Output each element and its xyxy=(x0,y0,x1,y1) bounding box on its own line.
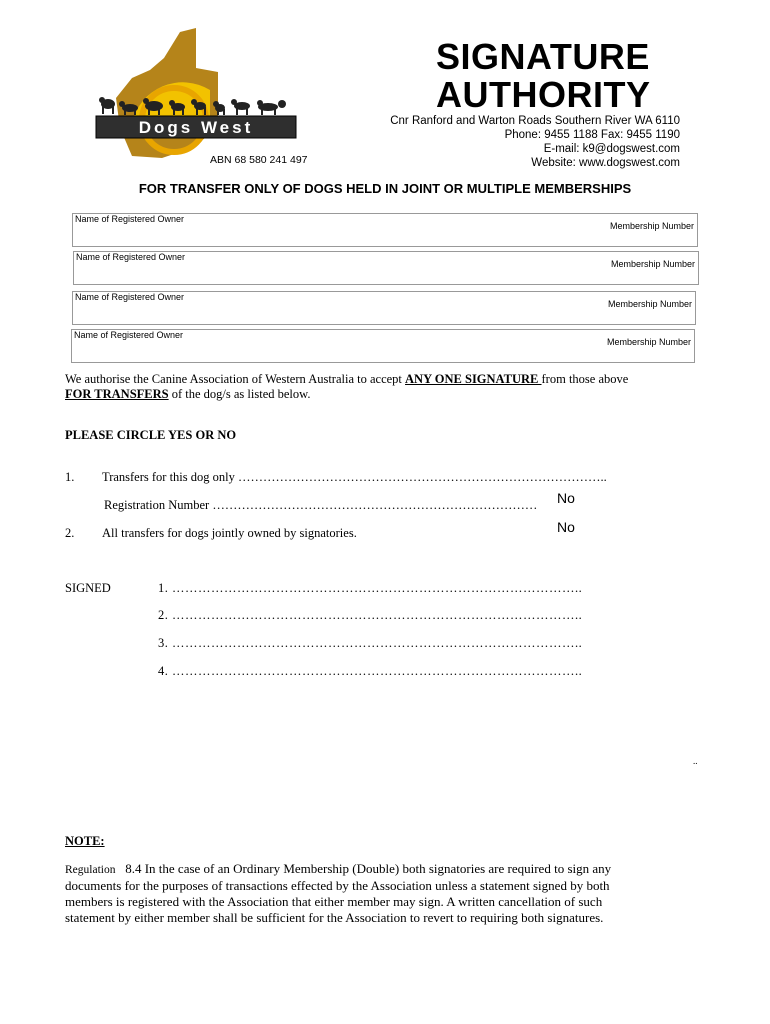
owner-label: Name of Registered Owner xyxy=(76,252,186,262)
website: Website: www.dogswest.com xyxy=(531,157,680,169)
title-line-1: SIGNATURE xyxy=(436,36,650,77)
item-1-number: 1. xyxy=(65,470,75,484)
abn-number: ABN 68 580 241 497 xyxy=(210,154,308,166)
membership-label: Membership Number xyxy=(606,337,691,347)
note-body xyxy=(65,861,745,926)
email: E-mail: k9@dogswest.com xyxy=(543,143,680,155)
item-2-number: 2. xyxy=(65,526,75,540)
form-heading: FOR TRANSFER ONLY OF DOGS HELD IN JOINT OR MULTIPLE MEMBERSHIPS xyxy=(138,181,632,196)
no-option-2[interactable]: No xyxy=(557,519,575,535)
owner-field-3[interactable] xyxy=(72,291,696,325)
membership-label: Membership Number xyxy=(609,221,694,231)
note-line-2: documents for the purposes of transactions effected by the Association unless a statement signed by both xyxy=(65,878,610,893)
phone-fax: Phone: 9455 1188 Fax: 9455 1190 xyxy=(504,129,680,141)
authorise-text-2: from those above xyxy=(541,372,629,386)
note-title: NOTE: xyxy=(65,834,105,848)
address: Cnr Ranford and Warton Roads Southern River WA 6110 xyxy=(390,115,680,127)
note-line-4: statement by either member shall be sufficient for the Association to revert to requiring both signatures. xyxy=(65,910,604,925)
owner-label: Name of Registered Owner xyxy=(75,214,185,224)
owner-label: Name of Registered Owner xyxy=(74,330,184,340)
membership-label: Membership Number xyxy=(607,299,692,309)
registration-number-field[interactable]: Registration Number …………………………………………………………………… xyxy=(104,498,538,512)
logo-brand-text: Dogs West xyxy=(138,118,254,137)
authorise-emphasis-2: FOR TRANSFERS xyxy=(65,387,169,401)
authorise-paragraph xyxy=(65,372,705,402)
owner-label: Name of Registered Owner xyxy=(75,292,185,302)
authorise-text-1: We authorise the Canine Association of Western Australia to accept xyxy=(65,372,406,386)
signature-line-4[interactable]: 4. ………………………………………………………………………………….. xyxy=(158,664,583,678)
dogs-west-logo xyxy=(92,28,302,168)
regulation-label: Regulation xyxy=(65,864,116,876)
owner-field-1[interactable] xyxy=(72,213,698,247)
page-title xyxy=(436,38,651,114)
no-option-1[interactable]: No xyxy=(557,490,575,506)
signature-line-1[interactable]: 1. ………………………………………………………………………………….. xyxy=(158,581,583,595)
authorise-emphasis-1: ANY ONE SIGNATURE xyxy=(405,372,542,386)
authorise-text-3: of the dog/s as listed below. xyxy=(168,387,311,401)
signed-label: SIGNED xyxy=(65,581,111,595)
note-line-1 xyxy=(65,861,745,878)
circle-instruction: PLEASE CIRCLE YES OR NO xyxy=(65,428,237,442)
note-text: 8.4 In the case of an Ordinary Membership (Double) both signatories are required to sign any xyxy=(125,861,612,876)
item-1-text[interactable]: Transfers for this dog only …………………………………………………………………………….. xyxy=(102,470,607,484)
contact-block xyxy=(390,114,680,170)
signature-line-3[interactable]: 3. ………………………………………………………………………………….. xyxy=(158,636,583,650)
title-line-2: AUTHORITY xyxy=(436,74,651,115)
signature-line-2[interactable]: 2. ………………………………………………………………………………….. xyxy=(158,608,583,622)
owner-field-2[interactable] xyxy=(73,251,699,285)
owner-field-4[interactable] xyxy=(71,329,695,363)
item-2-text: All transfers for dogs jointly owned by signatories. xyxy=(102,526,357,540)
note-line-3: members is registered with the Association that either member may sign. A written cancellation of such xyxy=(65,894,603,909)
stray-mark: .. xyxy=(693,756,698,766)
membership-label: Membership Number xyxy=(610,259,695,269)
